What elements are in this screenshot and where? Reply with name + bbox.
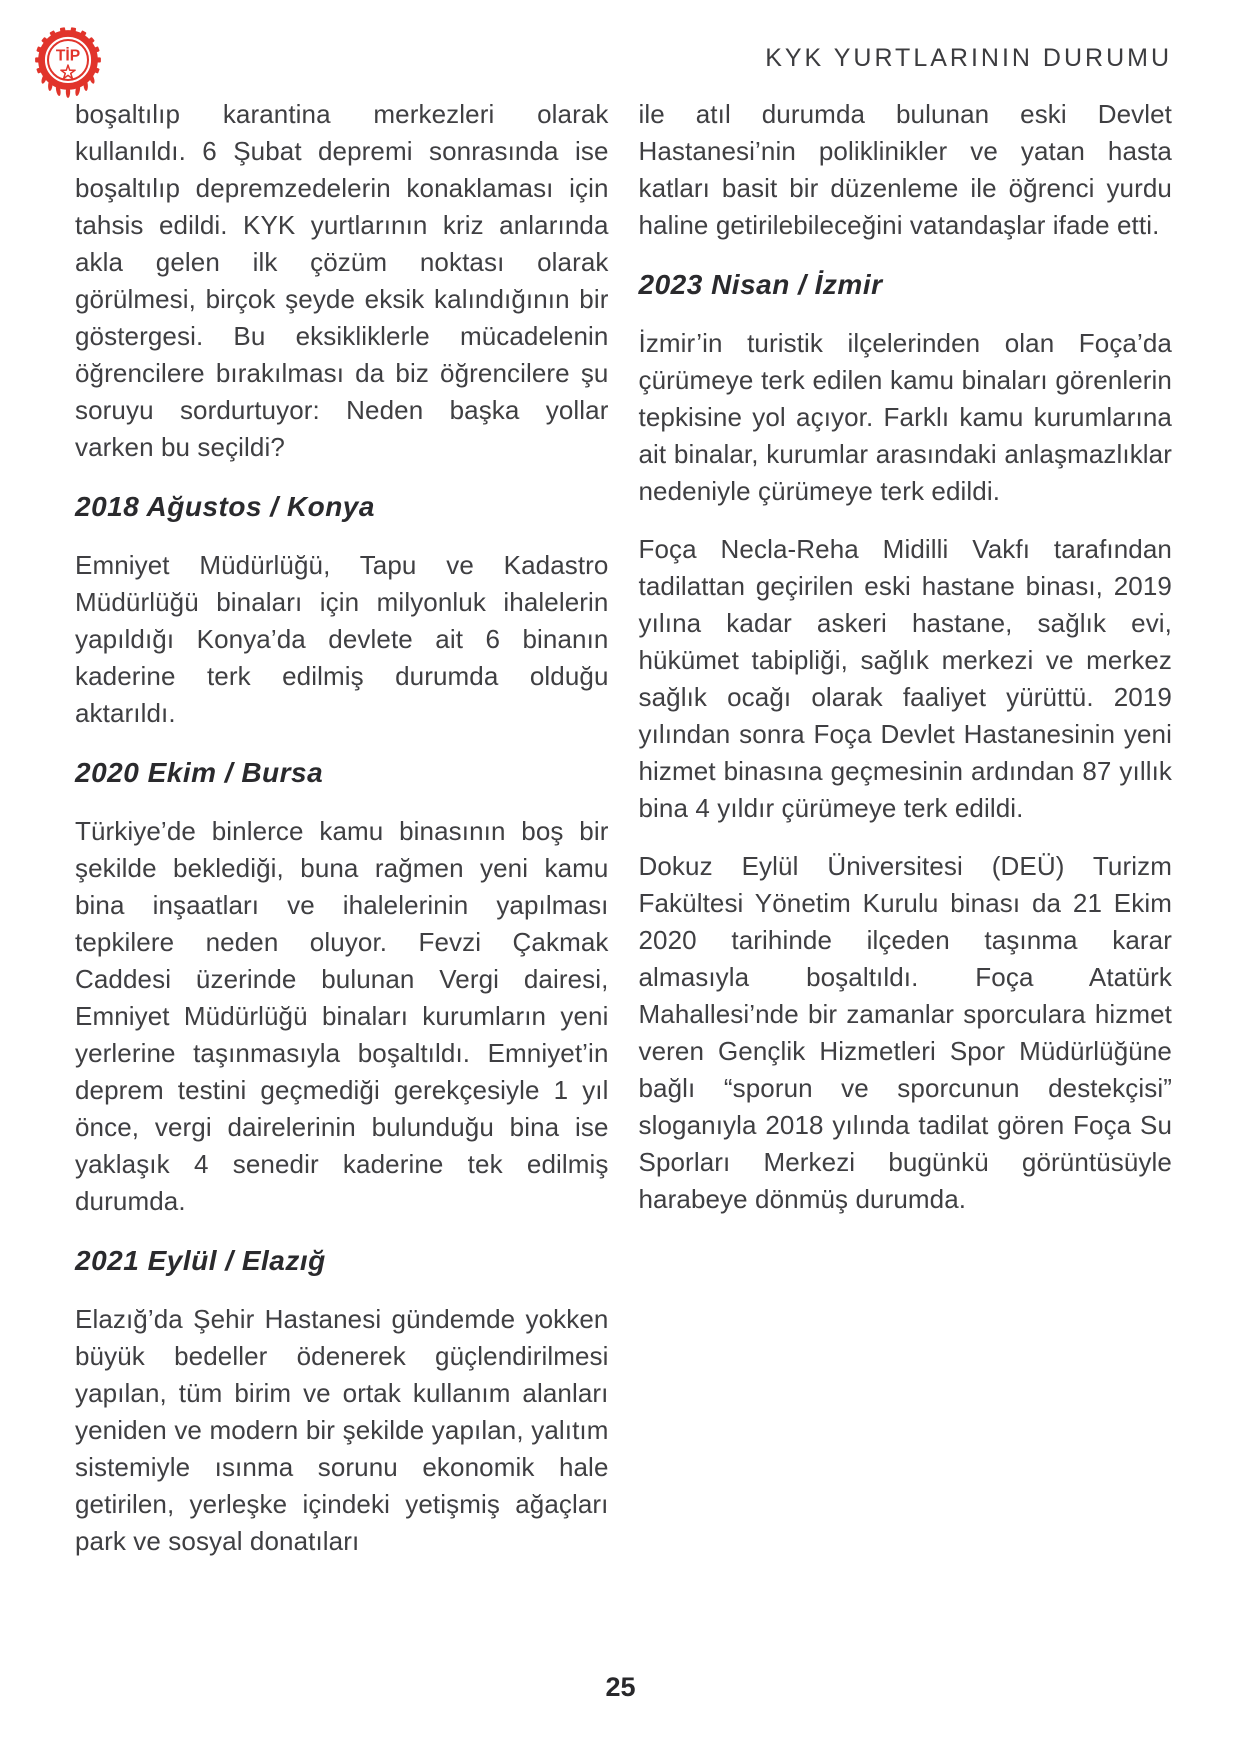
body-paragraph: boşaltılıp karantina merkezleri olarak kullanıldı. 6 Şubat depremi sonrasında ise boşaltılıp depremzedelerin konaklaması için tahsis edildi. KYK yurtlarının kriz anlarında akla gelen ilk çözüm noktası olarak görülmesi, birçok şeyde eksik kalındığının bir göstergesi. Bu eksikliklerle mücadelenin öğrencilere bırakılması da biz öğrencilere şu soruyu sordurtuyor: Neden başka yollar varken bu seçildi? xyxy=(75,99,609,462)
body-paragraph: Dokuz Eylül Üniversitesi (DEÜ) Turizm Fakültesi Yönetim Kurulu binası da 21 Ekim 2020 tarihinde ilçeden taşınma karar almasıyla boşaltıldı. Foça Atatürk Mahallesi’nde bir zamanlar sporculara hizmet veren Gençlik Hizmetleri Spor Müdürlüğüne bağlı “sporun ve sporcunun destekçisi” sloganıyla 2018 yılında tadilat gören Foça Su Sporları Merkezi bugünkü görüntüsüyle harabeye dönmüş durumda. xyxy=(638,851,1172,1214)
body-paragraph: Foça Necla-Reha Midilli Vakfı tarafından tadilattan geçirilen eski hastane binası, 2019 yılına kadar askeri hastane, sağlık evi, hükümet tabipliği, sağlık merkezi ve merkez sağlık ocağı olarak faaliyet yürüttü. 2019 yılından sonra Foça Devlet Hastanesinin yeni hizmet binasına geçmesinin ardından 87 yıllık bina 4 yıldır çürümeye terk edildi. xyxy=(638,534,1172,823)
section-heading: 2020 Ekim / Bursa xyxy=(75,757,324,788)
tip-party-logo-icon xyxy=(34,22,102,102)
body-paragraph: Türkiye’de binlerce kamu binasının boş bir şekilde beklediği, buna rağmen yeni kamu bina inşaatları ve ihalelerinin yapılması tepkilere neden oluyor. Fevzi Çakmak Caddesi üzerinde bulunan Vergi dairesi, Emniyet Müdürlüğü binaları kurumların yeni yerlerine taşınmasıyla boşaltıldı. Emniyet’in deprem testini geçmediği gerekçesiyle 1 yıl önce, vergi dairelerinin bulunduğu bina ise yaklaşık 4 senedir kaderine tek edilmiş durumda. xyxy=(75,816,609,1216)
body-paragraph: Elazığ’da Şehir Hastanesi gündemde yokken büyük bedeller ödenerek güçlendirilmesi yapılan, tüm birim ve ortak kullanım alanları yeniden ve modern bir şekilde yapılan, yalıtım sistemiyle ısınma sorunu ekonomik hale getirilen, yerleşke içindeki yetişmiş ağaçları park ve sosyal donatıları xyxy=(75,1304,609,1556)
logo-text: TİP xyxy=(55,47,81,65)
section-heading: 2018 Ağustos / Konya xyxy=(75,491,375,522)
article-body xyxy=(75,96,1172,1581)
body-paragraph: Emniyet Müdürlüğü, Tapu ve Kadastro Müdürlüğü binaları için milyonluk ihalelerin yapıldığı Konya’da devlete ait 6 binanın kaderine terk edilmiş durumda olduğu aktarıldı. xyxy=(75,550,609,728)
section-heading: 2023 Nisan / İzmir xyxy=(638,269,883,300)
page-number: 25 xyxy=(605,1672,636,1702)
running-head-title: KYK YURTLARININ DURUMU xyxy=(765,44,1172,72)
section-heading: 2021 Eylül / Elazığ xyxy=(75,1245,326,1276)
column-left xyxy=(75,96,609,1581)
body-paragraph: İzmir’in turistik ilçelerinden olan Foça’da çürümeye terk edilen kamu binaları görenlerin tepkisine yol açıyor. Farklı kamu kurumlarına ait binalar, kurumlar arasındaki anlaşmazlıklar nedeniyle çürümeye terk edildi. xyxy=(638,328,1172,506)
column-right xyxy=(639,96,1173,1581)
body-paragraph: ile atıl durumda bulunan eski Devlet Hastanesi’nin poliklinikler ve yatan hasta katları basit bir düzenleme ile öğrenci yurdu haline getirilebileceğini vatandaşlar ifade etti. xyxy=(638,99,1172,240)
